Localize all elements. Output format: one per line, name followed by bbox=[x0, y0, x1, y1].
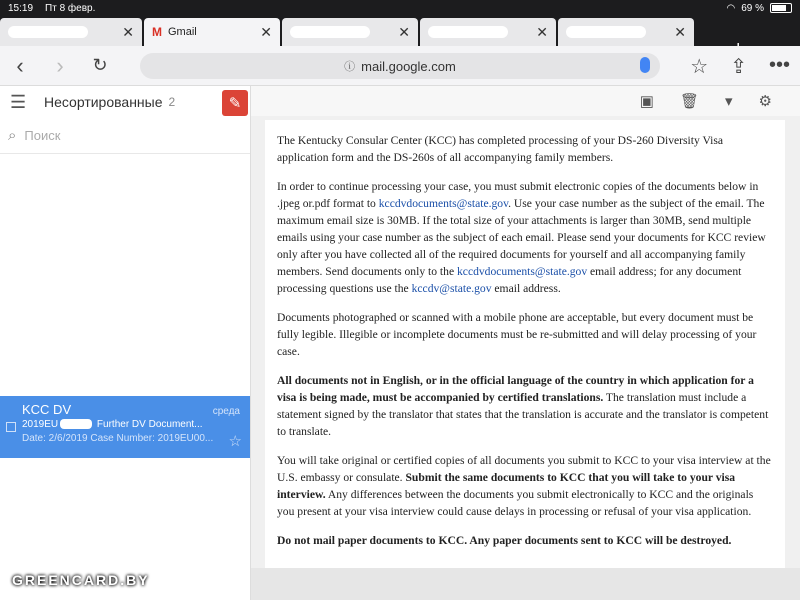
status-bar bbox=[0, 0, 800, 16]
close-icon[interactable]: ✕ bbox=[260, 23, 272, 40]
mail-sender: KCC DV bbox=[22, 402, 72, 417]
share-icon[interactable]: ⇪ bbox=[730, 56, 747, 78]
redacted-tab-title bbox=[428, 26, 508, 38]
tab-gmail-label: Gmail bbox=[168, 26, 197, 38]
paragraph-5 bbox=[277, 452, 773, 520]
bookmark-star-icon[interactable]: ☆ bbox=[690, 56, 709, 78]
email-link[interactable]: kccdvdocuments@state.gov bbox=[378, 197, 509, 210]
bold-text: Do not mail paper documents to KCC. Any paper documents sent to KCC will be destroyed. bbox=[277, 534, 732, 547]
mail-date: среда bbox=[212, 406, 240, 417]
paragraph-4 bbox=[277, 372, 773, 440]
message-actions bbox=[251, 86, 800, 116]
reading-pane-footer bbox=[251, 568, 800, 600]
email-link[interactable]: kccdv@state.gov bbox=[411, 282, 492, 295]
text: email address; for any document processing questions use the bbox=[277, 265, 742, 295]
paragraph-3: Documents photographed or scanned with a mobile phone are acceptable, but every document must be fully legible. Illegible or incomplete documents must be re-submitted and will delay processing of your case. bbox=[277, 311, 757, 358]
menu-icon[interactable]: ☰ bbox=[10, 91, 27, 112]
redacted-tab-title bbox=[566, 26, 646, 38]
back-button[interactable]: ‹ bbox=[16, 52, 24, 78]
wifi-icon: ◠ bbox=[726, 2, 736, 14]
close-icon[interactable]: ✕ bbox=[674, 23, 686, 40]
archive-icon[interactable]: ▣ bbox=[639, 93, 654, 110]
folder-title: Несортированные bbox=[44, 94, 163, 110]
bold-text: All documents not in English, or in the official language of the country in which application for a visa is being made, must be accompanied by certified translations. bbox=[277, 374, 754, 404]
address-bar[interactable] bbox=[140, 53, 660, 79]
status-time: 15:19 bbox=[8, 2, 34, 14]
mic-icon[interactable] bbox=[640, 57, 650, 73]
chevron-down-icon[interactable]: ▾ bbox=[725, 93, 733, 110]
more-icon[interactable]: ••• bbox=[768, 54, 790, 76]
url-text: mail.google.com bbox=[361, 58, 456, 74]
message-list-pane bbox=[0, 86, 251, 600]
select-checkbox[interactable] bbox=[6, 422, 16, 432]
text: . Use your case number as the subject of the email. The maximum email size is 30MB. If the total size of your attachments is larger than 30MB, send multiple emails using your case number as the subject of each email. Please send your documents for KCC review only after you have collected all of the required documents for yourself and all accompanying family members. Send documents only to the bbox=[277, 197, 766, 278]
list-header bbox=[0, 86, 250, 118]
star-icon[interactable]: ☆ bbox=[228, 433, 242, 450]
redacted-case-number bbox=[60, 419, 92, 429]
text: email address. bbox=[491, 282, 561, 295]
battery-percent: 69 % bbox=[741, 2, 764, 14]
text: In order to continue processing your case, you must submit electronic copies of the documents below in .jpeg or.pdf format to bbox=[277, 180, 759, 210]
paragraph-2 bbox=[277, 178, 773, 297]
close-icon[interactable]: ✕ bbox=[122, 23, 134, 40]
tab-4[interactable] bbox=[420, 18, 556, 46]
mail-subject bbox=[22, 419, 240, 430]
watermark: GREENCARD.BY bbox=[12, 572, 150, 588]
tab-gmail[interactable] bbox=[144, 18, 280, 46]
trash-icon[interactable]: 🗑 bbox=[679, 93, 700, 110]
compose-button[interactable]: ✎ bbox=[222, 90, 248, 116]
paragraph-1: The Kentucky Consular Center (KCC) has completed processing of your DS-260 Diversity Visa application form and the DS-260s of all accompanying family members. bbox=[277, 134, 724, 164]
message-body bbox=[265, 120, 785, 568]
search-placeholder: Поиск bbox=[24, 128, 61, 143]
battery-icon bbox=[770, 3, 792, 13]
forward-button[interactable]: › bbox=[56, 52, 64, 78]
search-icon: ⌕ bbox=[8, 127, 17, 144]
reload-button[interactable]: ↻ bbox=[92, 55, 108, 75]
tab-3[interactable] bbox=[282, 18, 418, 46]
tab-5[interactable] bbox=[558, 18, 694, 46]
close-icon[interactable]: ✕ bbox=[536, 23, 548, 40]
search-bar[interactable] bbox=[0, 118, 250, 154]
text: The translation must include a statement signed by the translator that states that the translation is accurate and the translator is competent to translate. bbox=[277, 391, 769, 438]
mail-snippet: Date: 2/6/2019 Case Number: 2019EU00... bbox=[22, 433, 214, 444]
gear-icon[interactable]: ⚙ bbox=[758, 93, 772, 110]
tab-1[interactable] bbox=[0, 18, 142, 46]
text: Any differences between the documents you submit electronically to KCC and the originals you present at your visa interview could cause delays in processing or refusal of your visa application. bbox=[277, 488, 754, 518]
text: You will take original or certified copies of all documents you submit to KCC to your visa interview at the U.S. embassy or consulate. bbox=[277, 454, 771, 484]
close-icon[interactable]: ✕ bbox=[398, 23, 410, 40]
list-item[interactable] bbox=[0, 396, 250, 458]
gmail-icon: M bbox=[152, 25, 162, 39]
redacted-tab-title bbox=[290, 26, 370, 38]
bold-text: Submit the same documents to KCC that you will take to your visa interview. bbox=[277, 471, 736, 501]
mail-subject-rest: Further DV Document... bbox=[96, 419, 203, 430]
unread-count: 2 bbox=[168, 95, 176, 109]
tab-strip bbox=[0, 16, 800, 46]
mail-subject-prefix: 2019EU bbox=[22, 419, 59, 430]
email-link[interactable]: kccdvdocuments@state.gov bbox=[457, 265, 588, 278]
redacted-tab-title bbox=[8, 26, 88, 38]
reading-pane bbox=[251, 86, 800, 600]
info-icon: ⓘ bbox=[344, 61, 356, 73]
status-date: Пт 8 февр. bbox=[45, 2, 96, 14]
paragraph-6 bbox=[277, 532, 773, 549]
browser-toolbar bbox=[0, 46, 800, 86]
